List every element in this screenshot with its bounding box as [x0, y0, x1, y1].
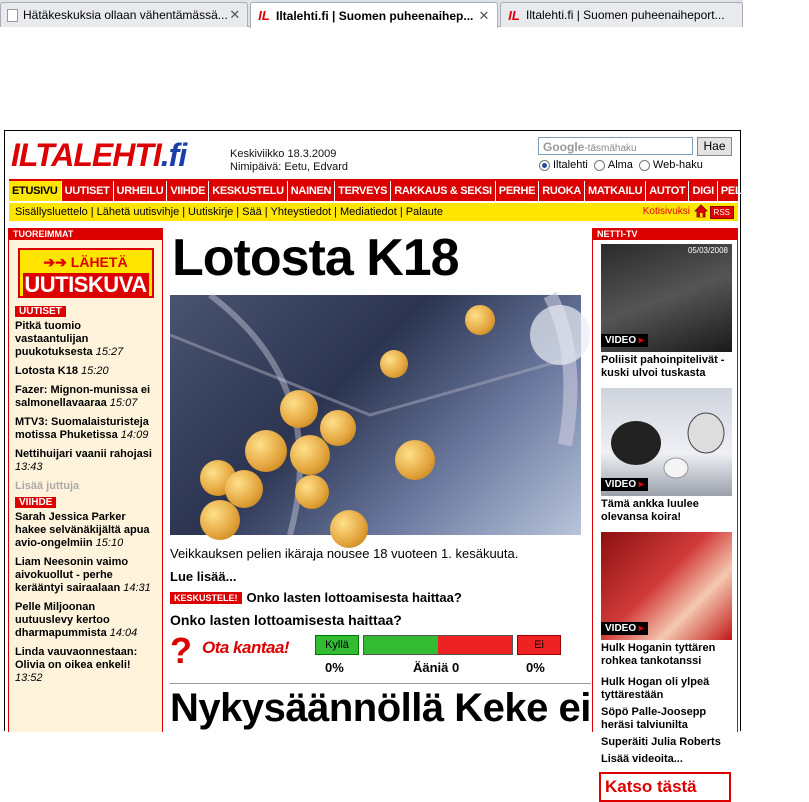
section-uutiset: UUTISET	[15, 306, 66, 317]
radio-iltalehti[interactable]: Iltalehti	[539, 159, 588, 171]
poll-widget	[170, 630, 560, 677]
tab-title: Iltalehti.fi | Suomen puheenaiheport...	[526, 8, 725, 22]
browser-tab[interactable]	[500, 2, 743, 27]
nav-urheilu[interactable]: URHEILU	[114, 181, 168, 201]
nav-autot[interactable]: AUTOT	[646, 181, 689, 201]
home-icon[interactable]	[694, 204, 708, 218]
video-thumbnail[interactable]	[601, 532, 732, 640]
question-mark-icon: ?	[170, 630, 192, 671]
nav-terveys[interactable]: TERVEYS	[335, 181, 391, 201]
subnav-sisallysluettelo[interactable]: Sisällysluettelo	[15, 206, 88, 218]
news-item[interactable]: Lotosta K18 15:20	[15, 365, 109, 377]
nav-perhe[interactable]: PERHE	[496, 181, 539, 201]
main-nav	[9, 179, 805, 201]
news-item[interactable]: MTV3: Suomalaisturisteja motissa Phuketissa 14:09	[15, 416, 149, 441]
date-block	[230, 148, 348, 174]
news-item[interactable]: Linda vauvaonnestaan: Olivia on oikea enkeli! 13:52	[15, 646, 138, 684]
right-column	[592, 228, 738, 796]
subnav-saa[interactable]: Sää	[242, 206, 262, 218]
tab-title: Iltalehti.fi | Suomen puheenaihep...	[276, 8, 474, 23]
nav-digi[interactable]: DIGI	[689, 181, 717, 201]
second-headline[interactable]: Nykysäännöllä Keke ei	[170, 683, 591, 730]
iltalehti-favicon-icon: IL	[508, 7, 520, 23]
video-caption[interactable]: Poliisit pahoinpitelivät - kuski ulvoi tuskasta	[601, 354, 725, 379]
subnav-laheta-uutisvihje[interactable]: Lähetä uutisvihje	[96, 206, 180, 218]
search-button[interactable]: Hae	[697, 137, 732, 156]
video-link[interactable]: Söpö Palle-Joosepp heräsi talviunilta	[601, 706, 707, 731]
rss-button[interactable]: RSS	[710, 206, 734, 219]
close-icon[interactable]: ✕	[229, 7, 241, 22]
news-item[interactable]: Sarah Jessica Parker hakee selvänäkijältä apua avio-ongelmiin 15:10	[15, 511, 150, 549]
video-thumbnail[interactable]: 05/03/2008 VIDEO ▸	[601, 244, 732, 352]
radio-web-haku[interactable]: Web-haku	[639, 159, 703, 171]
nav-uutiset[interactable]: UUTISET	[62, 181, 114, 201]
search-input[interactable]: Google-täsmähaku	[538, 137, 693, 155]
search-scope	[539, 159, 703, 171]
news-item[interactable]: Pelle Miljoonan uutuuslevy kertoo dharmapummista 14:04	[15, 601, 138, 639]
section-viihde: VIIHDE	[15, 497, 56, 508]
subnav-palaute[interactable]: Palaute	[405, 206, 444, 218]
video-caption[interactable]: Tämä ankka luulee olevansa koira!	[601, 498, 699, 523]
browser-tab-active[interactable]	[250, 2, 498, 28]
page-icon	[7, 9, 18, 22]
browser-tab-bar	[0, 0, 743, 27]
site-logo[interactable]: ILTALEHTI.fi	[11, 137, 187, 173]
news-item[interactable]: Pitkä tuomio vastaantulijan puukotuksesta 15:27	[15, 320, 124, 358]
netti-tv-header: NETTI-TV	[593, 228, 737, 240]
yes-percent: 0%	[325, 660, 344, 675]
video-thumbnail[interactable]	[601, 388, 732, 496]
page-content	[4, 130, 805, 796]
video-label: VIDEO ▸	[601, 478, 648, 491]
tab-title: Hätäkeskuksia ollaan vähentämässä...	[23, 8, 228, 22]
subnav-uutiskirje[interactable]: Uutiskirje	[188, 206, 234, 218]
vote-count: Ääniä 0	[413, 660, 460, 675]
nav-matkailu[interactable]: MATKAILU	[585, 181, 646, 201]
poll-cta: Ota kantaa!	[202, 638, 290, 657]
news-item[interactable]: Liam Neesonin vaimo aivokuollut - perhe kerääntyi sairaalaan 14:31	[15, 556, 151, 594]
video-caption[interactable]: Hulk Hoganin tyttären rohkea tankotanssi	[601, 642, 716, 667]
video-label: VIDEO ▸	[601, 334, 648, 347]
nav-nainen[interactable]: NAINEN	[288, 181, 335, 201]
lottery-balls-photo[interactable]	[170, 295, 581, 535]
vote-yes-button[interactable]: Kyllä	[315, 635, 359, 655]
nav-keskustelu[interactable]: KESKUSTELU	[209, 181, 288, 201]
left-column	[8, 228, 163, 732]
nav-pelit[interactable]: PELIT	[718, 181, 755, 201]
video-link[interactable]: Hulk Hogan oli ylpeä tyttärestään	[601, 676, 710, 701]
current-date: Keskiviikko 18.3.2009	[230, 148, 337, 160]
vote-no-button[interactable]: Ei	[517, 635, 561, 655]
main-headline[interactable]: Lotosta K18	[172, 229, 459, 287]
site-header	[5, 131, 740, 179]
main-column	[168, 228, 591, 732]
nav-rakkaus-seksi[interactable]: RAKKAUS & SEKSI	[391, 181, 496, 201]
video-link[interactable]: Superäiti Julia Roberts	[601, 736, 721, 748]
nameday: Nimipäivä: Eetu, Edvard	[230, 161, 348, 173]
more-news-link[interactable]: Lisää juttuja	[15, 480, 80, 492]
iltalehti-favicon-icon: IL	[258, 8, 270, 23]
read-more-link[interactable]: Lue lisää...	[170, 569, 237, 584]
poll-result-bar	[363, 635, 513, 655]
poll-question: Onko lasten lottoamisesta haittaa?	[170, 612, 402, 628]
nav-etusivu[interactable]: ETUSIVU	[9, 181, 62, 201]
news-item[interactable]: Fazer: Mignon-munissa ei salmonellavaaraa 15:07	[15, 384, 151, 409]
nav-netti-tv[interactable]: NETTI-TV	[755, 181, 809, 201]
laheta-uutiskuva-banner[interactable]: ➔➔ LÄHETÄ UUTISKUVA	[18, 248, 154, 298]
news-item[interactable]: Nettihuijari vaanii rahojasi 13:43	[15, 448, 152, 473]
browser-tab[interactable]	[0, 2, 248, 27]
nav-viihde[interactable]: VIIHDE	[167, 181, 209, 201]
subnav-mediatiedot[interactable]: Mediatiedot	[339, 206, 397, 218]
arrow-icon: ➔➔	[43, 254, 67, 270]
subnav-yhteystiedot[interactable]: Yhteystiedot	[270, 206, 332, 218]
close-icon[interactable]: ✕	[478, 7, 490, 23]
katso-tasta-banner[interactable]: Katso tästä	[599, 772, 731, 802]
keskustele-tag: KESKUSTELE!	[170, 592, 242, 604]
more-videos-link[interactable]: Lisää videoita...	[601, 753, 683, 765]
radio-alma[interactable]: Alma	[594, 159, 633, 171]
sub-nav: Sisällysluettelo | Lähetä uutisvihje | Uutiskirje | Sää | Yhteystiedot | Mediatiedot | Palaute Kotisivuksi RSS	[9, 203, 738, 221]
nav-ruoka[interactable]: RUOKA	[539, 181, 585, 201]
kotisivuksi-link[interactable]: Kotisivuksi	[642, 206, 690, 217]
no-percent: 0%	[526, 660, 545, 675]
video-label: VIDEO ▸	[601, 622, 648, 635]
discussion-link[interactable]: KESKUSTELE! Onko lasten lottoamisesta haittaa?	[170, 590, 462, 605]
tuoreimmat-header: TUOREIMMAT	[9, 228, 162, 240]
article-caption: Veikkauksen pelien ikäraja nousee 18 vuoteen 1. kesäkuuta.	[170, 546, 519, 561]
